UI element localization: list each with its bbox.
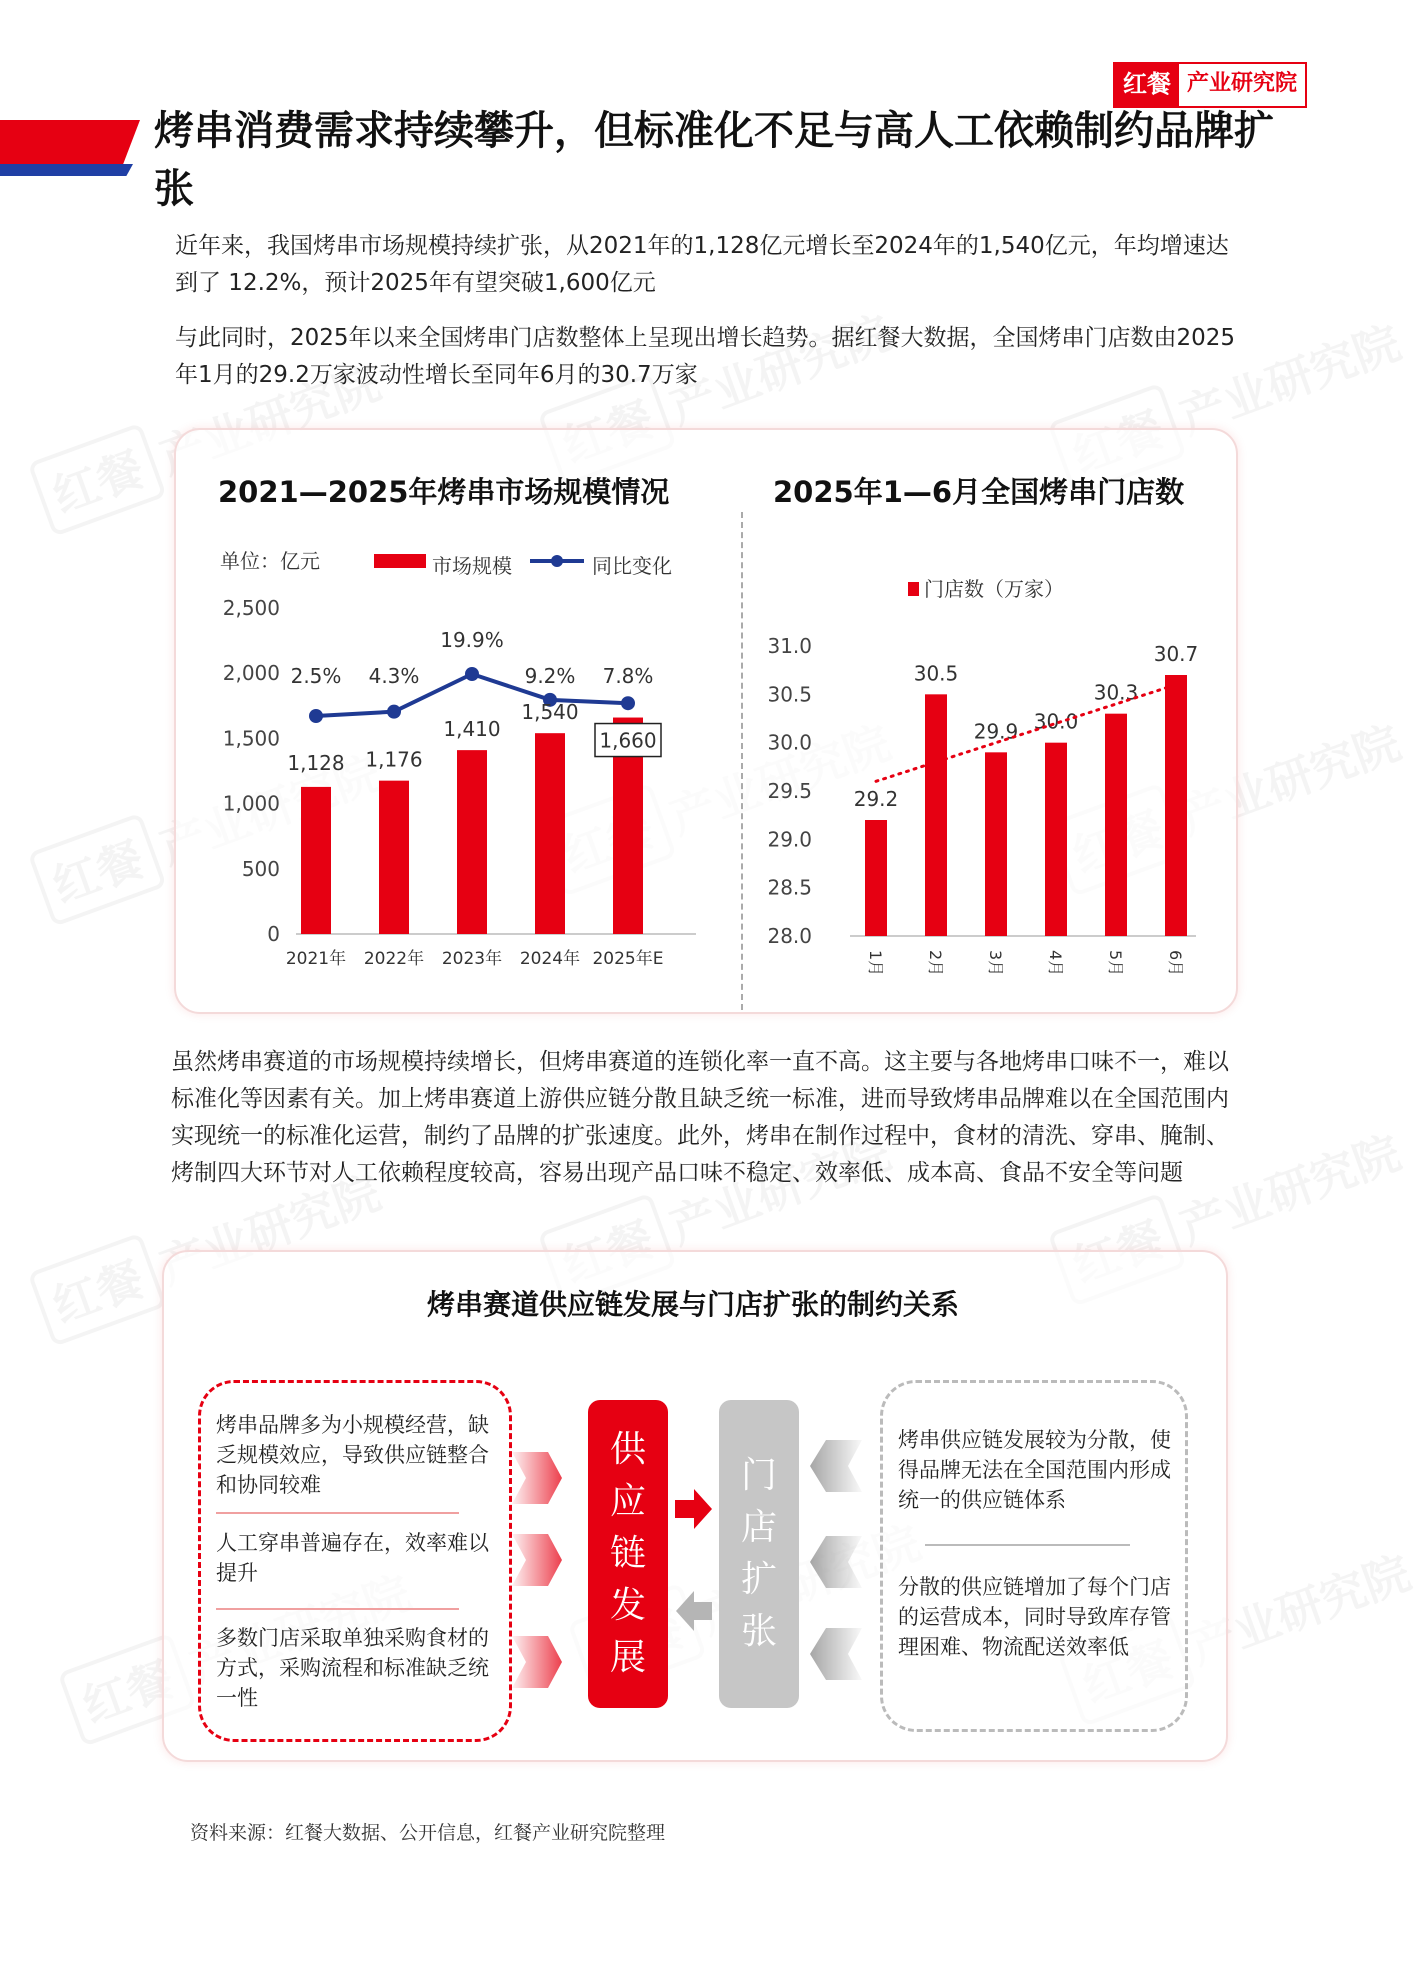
y-tick-label: 31.0 <box>767 634 812 658</box>
unit-label: 单位：亿元 <box>220 549 320 573</box>
store-count-label: 29.2 <box>853 787 899 811</box>
store-count-bar <box>865 820 887 936</box>
brand-logo-text: 产业研究院 <box>1179 64 1305 106</box>
yoy-change-label: 7.8% <box>602 664 654 688</box>
chart-title-market-size: 2021—2025年烤串市场规模情况 <box>218 475 670 509</box>
y-tick-label: 2,500 <box>222 596 280 620</box>
x-tick-label: 5月 <box>1106 950 1125 977</box>
market-size-label: 1,410 <box>443 717 501 742</box>
store-count-label: 30.5 <box>913 661 959 686</box>
legend-swatch-marker <box>551 555 563 567</box>
store-expansion-char: 扩 <box>740 1559 777 1600</box>
supply-chain-char: 发 <box>609 1585 646 1626</box>
store-expansion-pillar <box>719 1400 799 1708</box>
supply-chain-char: 供 <box>609 1429 646 1470</box>
store-count-label: 30.7 <box>1153 642 1199 666</box>
store-count-label: 30.0 <box>1033 709 1079 734</box>
x-tick-label: 4月 <box>1046 950 1065 977</box>
yoy-change-label: 9.2% <box>524 664 576 688</box>
y-tick-label: 500 <box>241 856 280 881</box>
x-tick-label: 1月 <box>866 950 885 977</box>
store-expansion-char: 张 <box>740 1611 777 1652</box>
legend-swatch <box>908 582 919 596</box>
paragraph-store-count: 与此同时，2025年以来全国烤串门店数整体上呈现出增长趋势。据红餐大数据，全国烤串门店数由2025年1月的29.2万家波动性增长至同年6月的30.7万家 <box>175 325 1236 388</box>
market-size-bar <box>457 750 487 934</box>
supply-chain-char: 链 <box>609 1533 646 1574</box>
market-size-bar <box>379 781 409 934</box>
x-tick-label: 6月 <box>1166 950 1185 977</box>
y-tick-label: 30.5 <box>767 682 812 707</box>
legend-label-bar: 市场规模 <box>432 554 512 578</box>
yoy-change-label: 4.3% <box>368 664 420 688</box>
chart-divider <box>741 512 743 1010</box>
right-factor-2: 分散的供应链增加了每个门店的运营成本，同时导致库存管理困难、物流配送效率低 <box>898 1575 1171 1659</box>
legend-label-line: 同比变化 <box>592 554 672 578</box>
paragraph-market-size: 近年来，我国烤串市场规模持续扩张，从2021年的1,128亿元增长至2024年的1,540亿元，年均增速达到了 12.2%，预计2025年有望突破1,600亿元 <box>175 233 1229 296</box>
title-ribbon <box>0 120 140 176</box>
y-tick-label: 29.5 <box>767 779 812 803</box>
y-tick-label: 29.0 <box>767 827 812 852</box>
market-size-bar <box>301 787 331 934</box>
left-factor-1: 烤串品牌多为小规模经营，缺乏规模效应，导致供应链整合和协同较难 <box>216 1413 489 1497</box>
brand-logo-mark: 红餐 <box>1115 64 1179 106</box>
diagram-title: 烤串赛道供应链发展与门店扩张的制约关系 <box>426 1288 959 1321</box>
legend-label: 门店数（万家） <box>924 577 1064 601</box>
supply-chain-char: 应 <box>609 1481 646 1522</box>
market-size-label: 1,540 <box>521 700 579 725</box>
store-count-bar <box>985 752 1007 936</box>
page-title: 烤串消费需求持续攀升，但标准化不足与高人工依赖制约品牌扩张 <box>154 108 1274 212</box>
x-tick-label: 2021年 <box>285 949 347 969</box>
y-tick-label: 2,000 <box>222 661 280 686</box>
yoy-change-label: 2.5% <box>290 664 342 688</box>
x-tick-label: 2022年 <box>363 949 425 969</box>
store-count-bar <box>1045 743 1067 936</box>
yoy-change-label: 19.9% <box>440 628 504 652</box>
market-size-bar <box>535 733 565 934</box>
store-expansion-char: 店 <box>740 1507 777 1548</box>
legend-swatch-bar <box>374 554 426 568</box>
right-factor-1: 烤串供应链发展较为分散，使得品牌无法在全国范围内形成统一的供应链体系 <box>898 1428 1171 1512</box>
store-count-label: 29.9 <box>973 719 1019 744</box>
x-tick-label: 3月 <box>986 950 1005 977</box>
y-tick-label: 28.0 <box>767 924 812 948</box>
yoy-change-point <box>621 696 635 710</box>
market-size-chart <box>200 538 720 998</box>
x-tick-label: 2月 <box>926 950 945 977</box>
store-count-bar <box>1105 714 1127 936</box>
left-separator <box>216 1512 459 1514</box>
y-tick-label: 0 <box>267 922 280 946</box>
left-separator <box>216 1608 459 1610</box>
store-count-bar <box>925 694 947 936</box>
y-tick-label: 28.5 <box>767 875 812 900</box>
store-count-label: 30.3 <box>1093 680 1139 705</box>
right-separator <box>925 1544 1130 1546</box>
left-factor-3: 多数门店采取单独采购食材的方式，采购流程和标准缺乏统一性 <box>216 1626 489 1710</box>
supply-chain-pillar <box>588 1400 668 1708</box>
left-factor-2: 人工穿串普遍存在，效率难以提升 <box>216 1531 489 1585</box>
x-tick-label: 2023年 <box>441 949 503 969</box>
chart-title-store-count: 2025年1—6月全国烤串门店数 <box>773 475 1185 509</box>
y-tick-label: 30.0 <box>767 730 812 755</box>
y-tick-label: 1,500 <box>222 726 280 751</box>
store-expansion-char: 门 <box>740 1455 777 1496</box>
yoy-change-point <box>465 667 479 681</box>
x-tick-label: 2024年 <box>519 949 581 969</box>
store-count-chart <box>752 560 1222 1000</box>
y-tick-label: 1,000 <box>222 791 280 816</box>
store-count-bar <box>1165 675 1187 936</box>
market-size-label: 1,660 <box>599 728 657 753</box>
supply-chain-char: 展 <box>609 1637 646 1678</box>
yoy-change-point <box>309 709 323 723</box>
market-size-label: 1,176 <box>365 747 423 772</box>
yoy-change-point <box>387 705 401 719</box>
market-size-label: 1,128 <box>287 751 345 775</box>
source-note: 资料来源：红餐大数据、公开信息，红餐产业研究院整理 <box>190 1822 666 1844</box>
paragraph-standardization: 虽然烤串赛道的市场规模持续增长，但烤串赛道的连锁化率一直不高。这主要与各地烤串口味不一，难以标准化等因素有关。加上烤串赛道上游供应链分散且缺乏统一标准，进而导致烤串品牌难以在全国范围内实现统一的标准化运营，制约了品牌的扩张速度。此外，烤串在制作过程中，食材的清洗、穿串、腌制、烤制四大环节对人工依赖程度较高，容易出现产品口味不稳定、效率低、成本高、食品不安全等问题 <box>171 1049 1229 1186</box>
x-tick-label: 2025年E <box>592 949 664 969</box>
